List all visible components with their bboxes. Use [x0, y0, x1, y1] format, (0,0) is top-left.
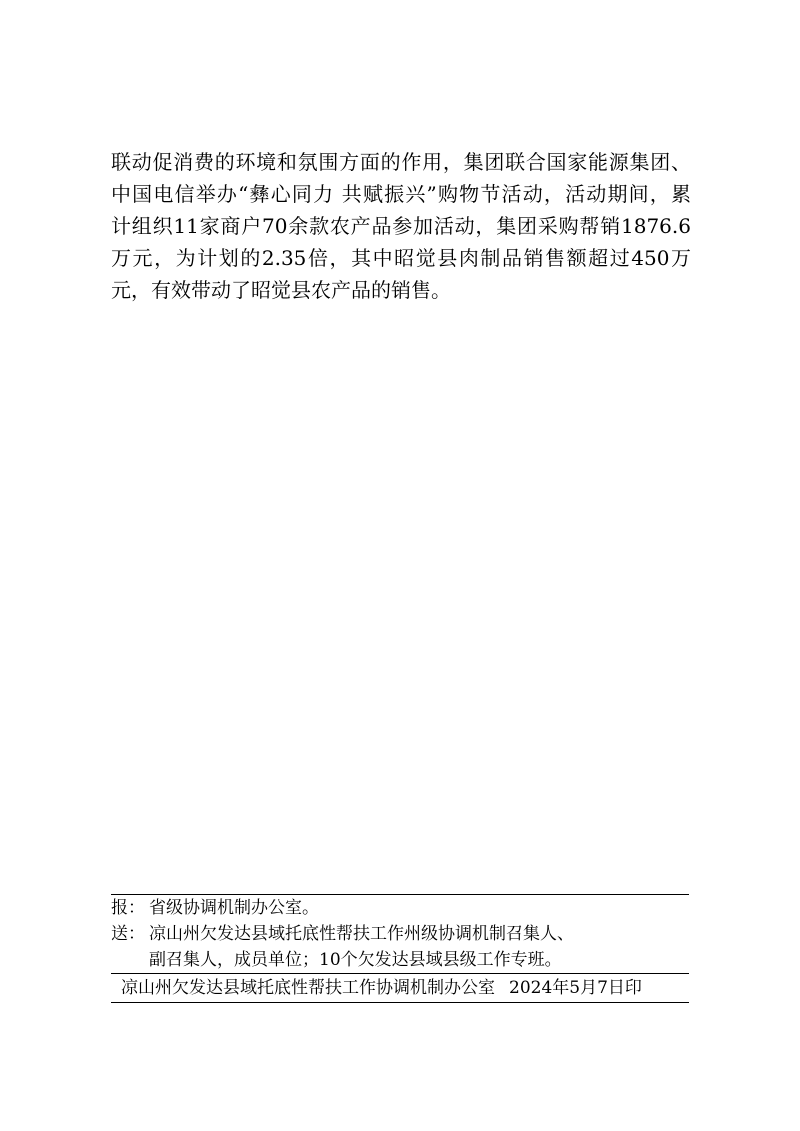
report-to-line — [111, 895, 689, 921]
distribution-footer — [111, 894, 689, 1003]
footer-bottom-rule — [111, 1002, 689, 1003]
report-recipient: 省级协调机制办公室。 — [149, 898, 319, 918]
body-line-1: 联动促消费的环境和氛围方面的作用，集团联合国家能源集团、 — [111, 150, 691, 174]
issuer-line — [111, 974, 689, 1002]
send-to-line-2 — [111, 947, 689, 973]
body-line-4: 万元，为计划的2.35倍，其中昭觉县肉制品销售额超过450万 — [111, 246, 691, 270]
issuing-office: 凉山州欠发达县域托底性帮扶工作协调机制办公室 — [121, 978, 495, 998]
report-label: 报： — [111, 898, 145, 918]
send-label: 送： — [111, 924, 145, 944]
body-line-3: 计组织11家商户70余款农产品参加活动，集团采购帮销1876.6 — [111, 214, 691, 238]
send-recipients-1: 凉山州欠发达县域托底性帮扶工作州级协调机制召集人、 — [149, 924, 574, 944]
send-to-line-1 — [111, 921, 689, 947]
send-recipients-2: 副召集人，成员单位；10个欠发达县域县级工作专班。 — [149, 950, 562, 970]
body-line-5: 元，有效带动了昭觉县农产品的销售。 — [111, 278, 451, 302]
body-line-2: 中国电信举办“彝心同力 共赋振兴”购物节活动，活动期间，累 — [111, 182, 691, 206]
print-date: 2024年5月7日印 — [509, 978, 642, 998]
document-body — [111, 146, 691, 306]
